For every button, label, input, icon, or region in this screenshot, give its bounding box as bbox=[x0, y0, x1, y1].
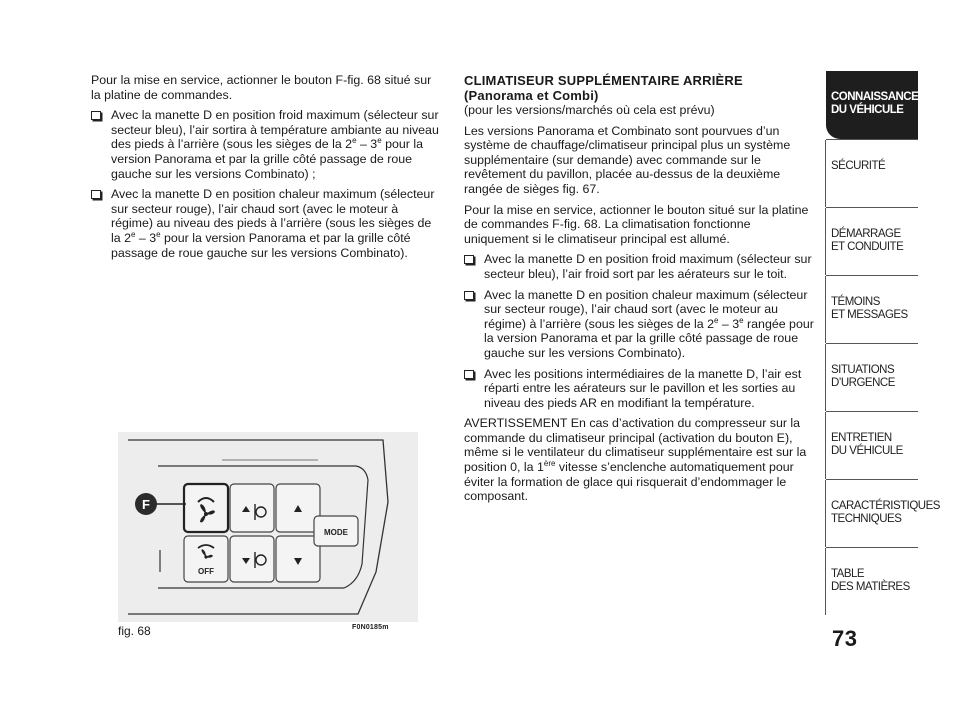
tab-entretien-du-vehicule[interactable]: ENTRETIEN DU VÉHICULE bbox=[826, 411, 918, 479]
air-down-button bbox=[230, 536, 274, 582]
right-column bbox=[464, 73, 816, 510]
figure-68 bbox=[118, 432, 418, 622]
chapter-sidebar bbox=[826, 71, 940, 615]
callout-f-letter: F bbox=[142, 497, 150, 512]
checkbox-bullet-icon bbox=[91, 111, 101, 120]
warning-paragraph: AVERTISSEMENT En cas d’activation du compresseur sur la commande du climatiseur principal (activation du bouton E), même si le ventilateur du climatiseur supplémentaire est sur la position 0, la 1ère vitesse s’enclenche automatiquement pour éviter la formation de glace qui risquerait d’endommager le composant. bbox=[464, 416, 807, 504]
off-label: OFF bbox=[198, 567, 214, 576]
checkbox-bullet-icon bbox=[91, 190, 101, 199]
right-bullet-3: Avec les positions intermédiaires de la manette D, l’air est réparti entre les aérateurs sur le pavillon et les sorties au niveau des pieds AR en modifiant la température. bbox=[464, 367, 816, 411]
tab-securite[interactable]: SÉCURITÉ bbox=[826, 139, 918, 207]
air-up-button bbox=[230, 484, 274, 532]
section-subheading: (pour les versions/marchés où cela est prévu) bbox=[464, 103, 715, 117]
left-column bbox=[91, 73, 443, 266]
right-bullet-1: Avec la manette D en position froid maximum (sélecteur sur secteur bleu), l’air froid sort par les aérateurs sur le toit. bbox=[464, 252, 816, 281]
paragraph-1: Les versions Panorama et Combinato sont pourvues d’un système de chauffage/climatiseur principal plus un système supplémentaire (sur demande) avec commande sur le revêtement du pavillon, placée au-dessus de la deuxième rangée de sièges fig. 67. bbox=[464, 123, 791, 196]
right-bullet-2: Avec la manette D en position chaleur maximum (sélecteur sur secteur rouge), l’air chaud sort (avec le moteur au régime) à l’arrière (sous les sièges de la 2e – 3e rangée pour la version Panorama et par la grille côté passage de roue gauche sur les versions Combinato). bbox=[464, 288, 816, 361]
mode-label: MODE bbox=[324, 528, 348, 537]
checkbox-bullet-icon bbox=[464, 291, 474, 300]
page-number: 73 bbox=[832, 626, 858, 651]
tab-table-des-matieres[interactable]: TABLE DES MATIÈRES bbox=[826, 547, 918, 615]
tab-temoins-et-messages[interactable]: TÉMOINS ET MESSAGES bbox=[826, 275, 918, 343]
left-bullet-1: Avec la manette D en position froid maximum (sélecteur sur secteur bleu), l’air sortira à température ambiante au niveau des pieds à l’arrière (sous les sièges de la 2e – 3e pour la version Panorama et par la grille côté passage de roue gauche sur les versions Combinato) ; bbox=[91, 108, 443, 181]
checkbox-bullet-icon bbox=[464, 370, 474, 379]
intro-paragraph: Pour la mise en service, actionner le bouton F-fig. 68 situé sur la platine de commandes. bbox=[91, 73, 432, 102]
tab-situations-d-urgence[interactable]: SITUATIONS D’URGENCE bbox=[826, 343, 918, 411]
tab-connaissance-du-vehicule[interactable]: CONNAISSANCE DU VÉHICULE bbox=[826, 71, 918, 139]
checkbox-bullet-icon bbox=[464, 255, 474, 264]
figure-code: F0N0185m bbox=[352, 624, 389, 631]
control-panel-illustration bbox=[118, 432, 418, 622]
figure-caption: fig. 68 bbox=[118, 624, 151, 638]
paragraph-2: Pour la mise en service, actionner le bouton situé sur la platine de commandes F-fig. 68. La climatisation fonctionne uniquement si le climatiseur principal est allumé. bbox=[464, 202, 809, 246]
tab-caracteristiques-techniques[interactable]: CARACTÉRISTIQUES TECHNIQUES bbox=[826, 479, 918, 547]
section-heading: CLIMATISEUR SUPPLÉMENTAIRE ARRIÈRE (Panorama et Combi) bbox=[464, 73, 743, 103]
fan-button bbox=[184, 484, 228, 532]
tab-demarrage-et-conduite[interactable]: DÉMARRAGE ET CONDUITE bbox=[826, 207, 918, 275]
left-bullet-2: Avec la manette D en position chaleur maximum (sélecteur sur secteur rouge), l’air chaud sort (avec le moteur à régime) au niveau des pieds à l’arrière (sous les sièges de la 2e – 3e pour la version Panorama et par la grille côté passage de roue gauche sur les versions Combinato). bbox=[91, 187, 443, 260]
